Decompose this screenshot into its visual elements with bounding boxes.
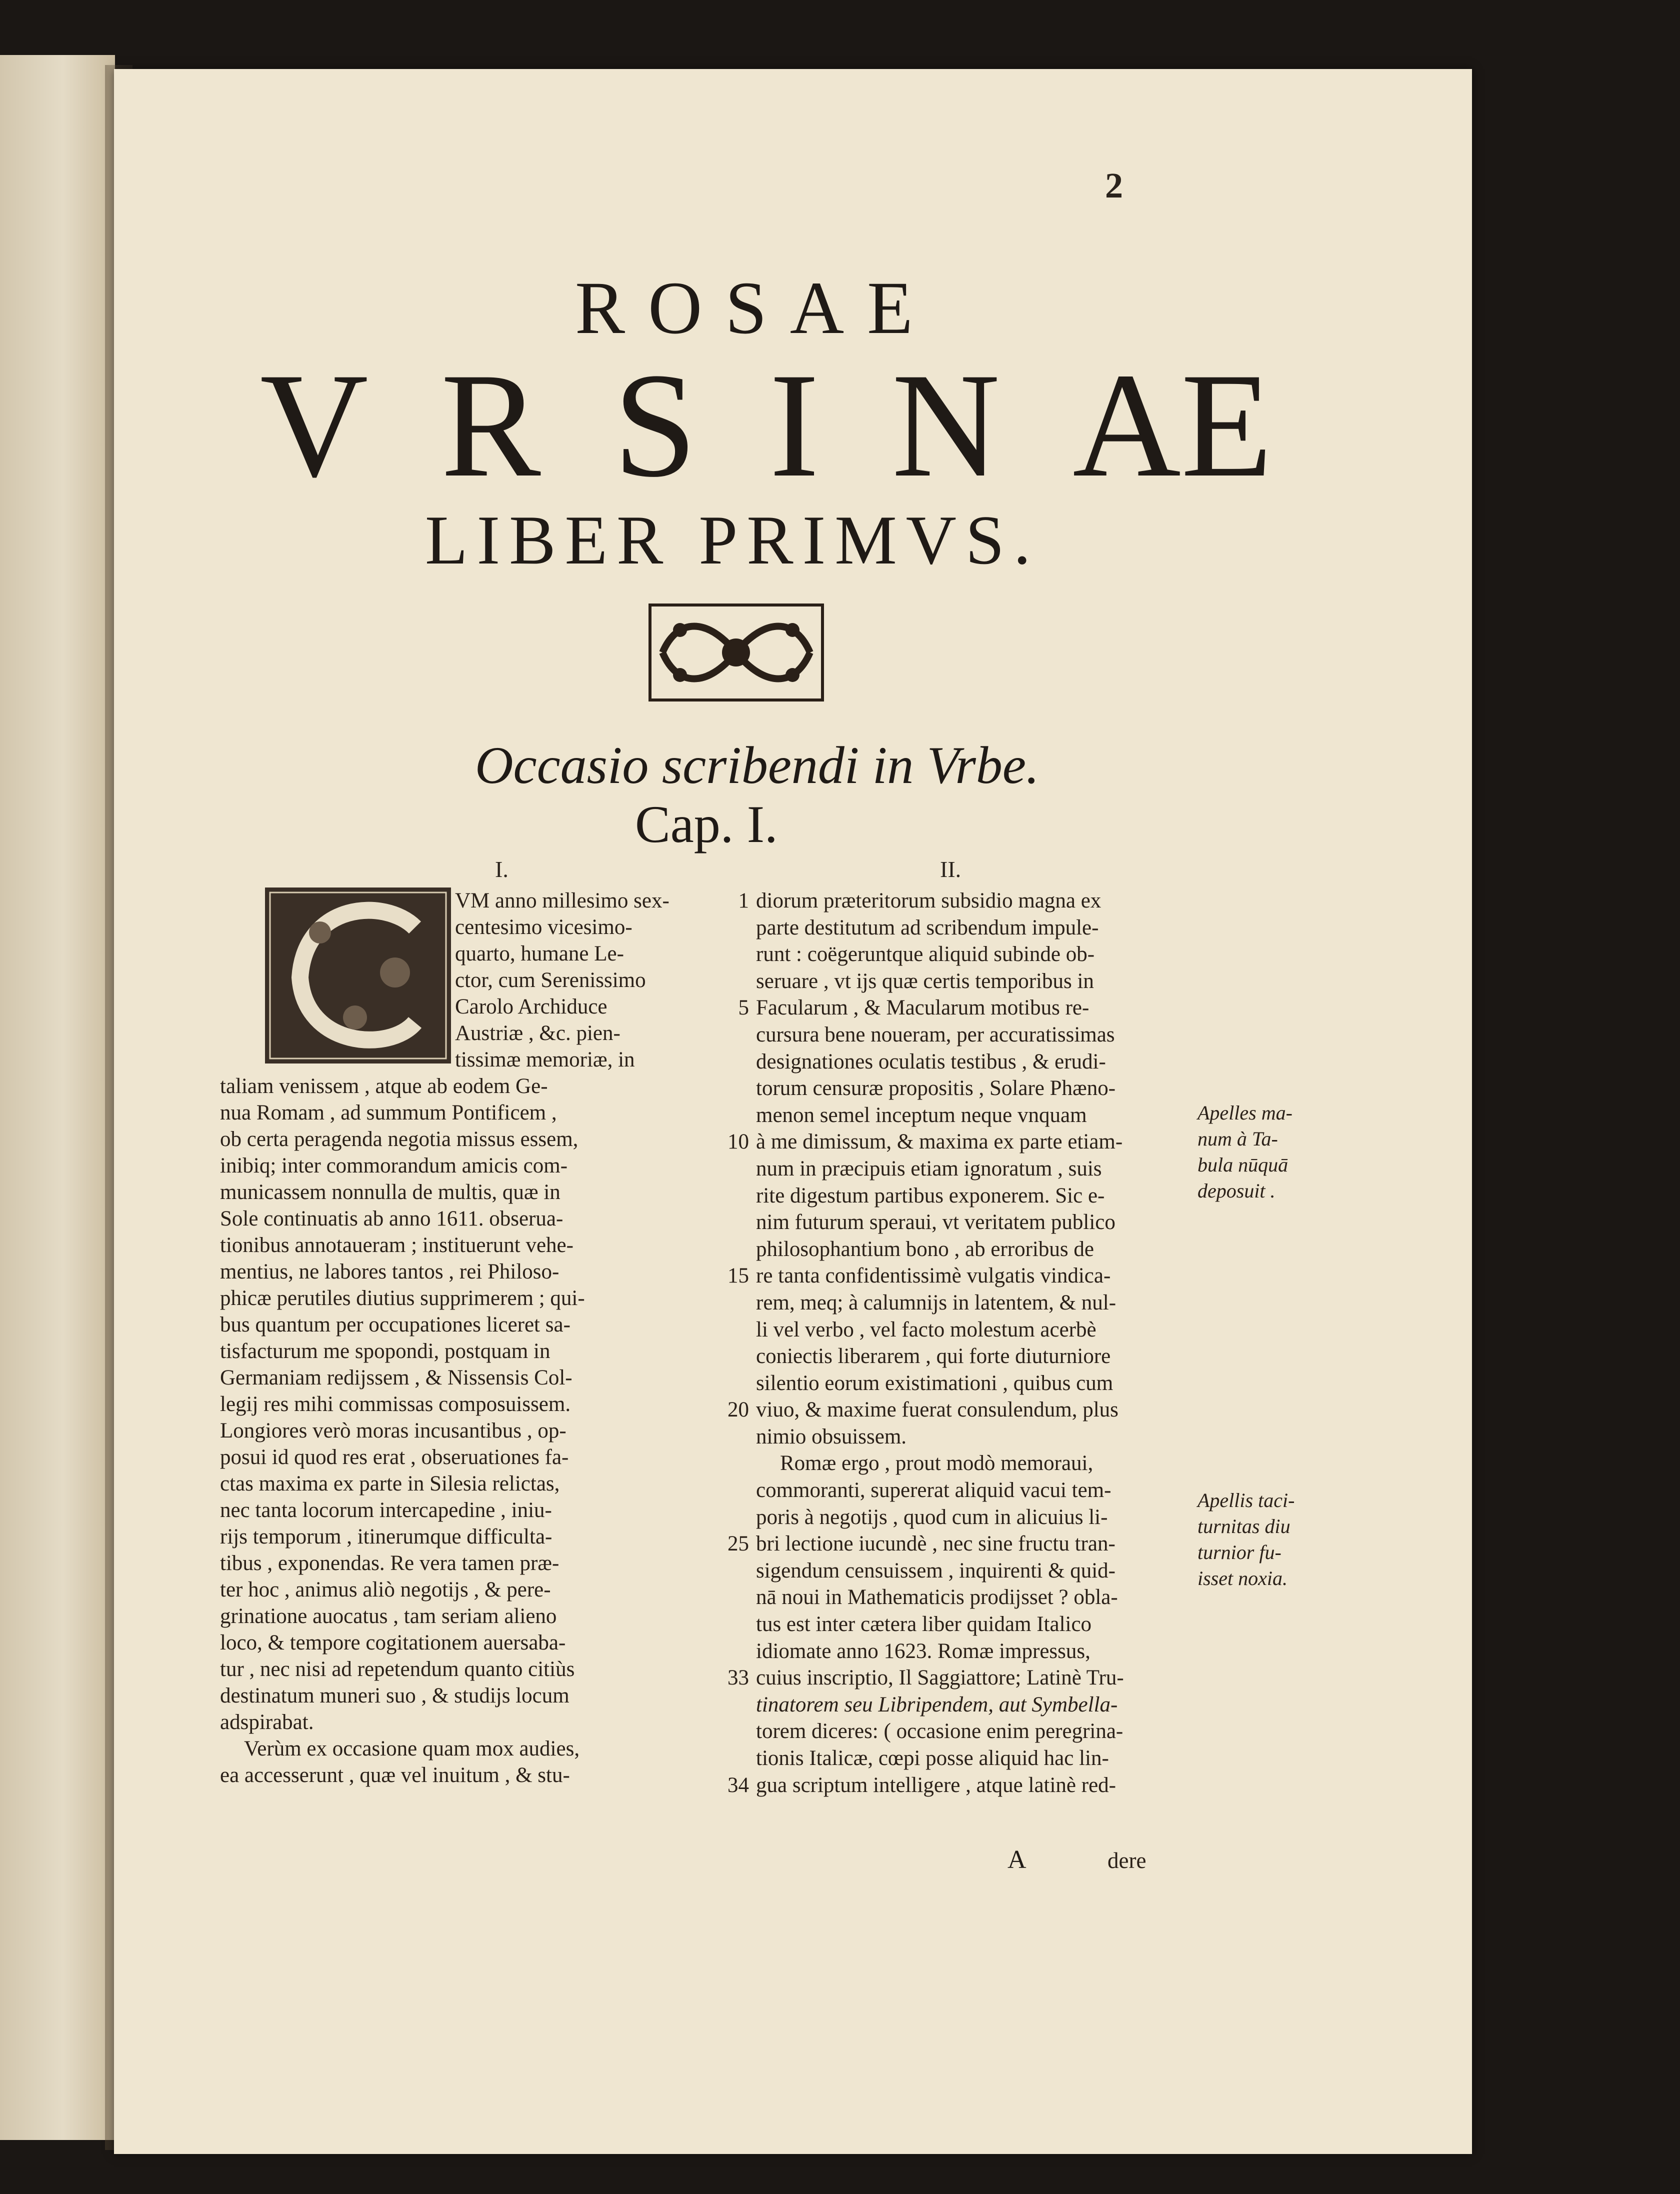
text-line: tus est inter cætera liber quidam Italico	[756, 1612, 1092, 1636]
title-line-ursinae	[260, 342, 1273, 508]
left-column-mark: I.	[495, 856, 508, 882]
line-number	[709, 1236, 749, 1263]
marginal-note-2	[1198, 1488, 1348, 1592]
marginal-line: turnitas diu	[1198, 1515, 1290, 1538]
text-line: cursura bene noueram, per accuratissimas	[756, 1022, 1115, 1046]
line-number	[709, 1209, 749, 1236]
text-line: Facularum , & Macularum motibus re-	[756, 996, 1090, 1020]
left-column-text	[220, 888, 724, 1788]
line-number	[709, 1584, 749, 1611]
text-line: nim futurum speraui, vt veritatem publico	[756, 1210, 1116, 1234]
line-number	[709, 914, 749, 942]
text-line: Romæ ergo , prout modò memoraui,	[780, 1452, 1094, 1476]
text-line: rite digestum partibus exponerem. Sic e-	[756, 1184, 1105, 1208]
marginal-line: isset noxia.	[1198, 1567, 1288, 1590]
title-letter: N	[892, 342, 1000, 508]
text-line: loco, & tempore cogitationem auersaba-	[220, 1631, 566, 1654]
line-number: 15	[728, 1264, 749, 1288]
right-column-mark: II.	[940, 856, 962, 882]
text-line: tur , nec nisi ad repetendum quanto citiùs	[220, 1658, 575, 1681]
line-number: 20	[728, 1398, 749, 1422]
text-line: ctor, cum Serenissimo	[455, 968, 646, 992]
text-line: VM anno millesimo sex-	[455, 889, 670, 912]
line-number: 25	[728, 1532, 749, 1556]
line-number: 1	[738, 889, 749, 912]
text-line: torem diceres: ( occasione enim peregrina-	[756, 1720, 1124, 1744]
text-line: ter hoc , animus aliò negotijs , & pere-	[220, 1578, 551, 1602]
line-number	[709, 1102, 749, 1129]
line-number	[709, 1156, 749, 1182]
text-line: tibus , exponendas. Re vera tamen præ-	[220, 1552, 560, 1575]
text-line: silentio eorum existimationi , quibus cum	[756, 1371, 1114, 1395]
line-number	[709, 1343, 749, 1370]
text-line: cuius inscriptio, Il Saggiattore; Latinè Tru-	[756, 1666, 1124, 1690]
page-number: 2	[1105, 166, 1123, 206]
text-line: ea accesserunt , quæ vel inuitum , & stu-	[220, 1764, 570, 1787]
marginal-line: Apellis taci-	[1198, 1489, 1295, 1512]
text-line: Verùm ex occasione quam mox audies,	[244, 1737, 580, 1760]
text-line: Sole continuatis ab anno 1611. obserua-	[220, 1207, 564, 1230]
title-line-rosae: ROSAE	[575, 266, 936, 350]
text-line: runt : coëgeruntque aliquid subinde ob-	[756, 942, 1095, 966]
text-line: num in præcipuis etiam ignoratum , suis	[756, 1156, 1102, 1180]
text-line: tisfacturum me spopondi, postquam in	[220, 1340, 550, 1363]
marginal-line: num à Ta-	[1198, 1128, 1278, 1150]
text-line: phicæ perutiles diutius supprimerem ; qui-	[220, 1286, 585, 1310]
text-line: quarto, humane Le-	[455, 942, 624, 966]
chapter-heading: Occasio scribendi in Vrbe.	[475, 736, 1040, 794]
line-number	[709, 1504, 749, 1531]
marginal-line: bula nūquā	[1198, 1154, 1288, 1176]
line-number	[709, 1558, 749, 1584]
line-number: 5	[738, 996, 749, 1020]
title-letter: S	[613, 342, 697, 508]
text-line: nā noui in Mathematicis prodijsset ? obla-	[756, 1586, 1118, 1610]
line-number	[709, 1022, 749, 1048]
line-number	[709, 1718, 749, 1745]
marginal-line: deposuit .	[1198, 1180, 1276, 1202]
text-line: taliam venissem , atque ab eodem Ge-	[220, 1074, 548, 1098]
left-page-edge	[0, 55, 115, 2140]
text-line: Austriæ , &c. pien-	[455, 1022, 620, 1045]
text-line: adspirabat.	[220, 1710, 314, 1734]
text-line: tinatorem seu Libripendem, aut Symbella-	[756, 1692, 1118, 1716]
text-line: bri lectione iucundè , nec sine fructu tran-	[756, 1532, 1116, 1556]
text-line: re tanta confidentissimè vulgatis vindica-	[756, 1264, 1111, 1288]
line-number: 34	[728, 1773, 749, 1797]
text-line: centesimo vicesimo-	[455, 916, 632, 939]
text-line: philosophantium bono , ab erroribus de	[756, 1237, 1094, 1261]
text-line: nimio obsuissem.	[756, 1424, 907, 1448]
text-line: tionis Italicæ, cœpi posse aliquid hac lin-	[756, 1746, 1109, 1770]
text-line: torum censuræ propositis , Solare Phæno-	[756, 1076, 1116, 1100]
line-number	[709, 1370, 749, 1397]
right-column-text	[756, 888, 1186, 1798]
chapter-number: Cap. I.	[635, 795, 778, 854]
text-line: mentius, ne labores tantos , rei Philoso-	[220, 1260, 560, 1284]
text-line: rijs temporum , itinerumque difficulta-	[220, 1525, 552, 1548]
line-number	[709, 1290, 749, 1316]
line-number	[709, 941, 749, 968]
text-line: ctas maxima ex parte in Silesia relictas,	[220, 1472, 560, 1496]
text-line: tionibus annotaueram ; instituerunt vehe-	[220, 1234, 574, 1257]
signature-mark: A	[1008, 1846, 1026, 1874]
text-line: legij res mihi commissas composuissem.	[220, 1392, 571, 1416]
text-line: diorum præteritorum subsidio magna ex	[756, 889, 1102, 912]
title-letter: I	[769, 342, 820, 508]
line-number	[709, 1316, 749, 1344]
line-number	[709, 1182, 749, 1210]
text-line: viuo, & maxime fuerat consulendum, plus	[756, 1398, 1118, 1422]
line-number	[709, 1638, 749, 1665]
line-number	[709, 1075, 749, 1102]
text-line: posui id quod res erat , obseruationes fa-	[220, 1446, 569, 1469]
text-line: nua Romam , ad summum Pontificem ,	[220, 1101, 557, 1124]
ornament-icon	[648, 602, 825, 702]
text-line: rem, meq; à calumnijs in latentem, & nul-	[756, 1290, 1116, 1314]
text-line: nec tanta locorum intercapedine , iniu-	[220, 1498, 552, 1522]
text-line: sigendum censuissem , inquirenti & quid-	[756, 1558, 1116, 1582]
text-line: gua scriptum intelligere , atque latinè red-	[756, 1773, 1116, 1797]
line-number	[709, 1611, 749, 1638]
text-line: Germaniam redijssem , & Nissensis Col-	[220, 1366, 572, 1390]
line-number	[709, 1048, 749, 1076]
text-line: grinatione auocatus , tam seriam alieno	[220, 1604, 557, 1628]
text-line: idiomate anno 1623. Romæ impressus,	[756, 1639, 1090, 1663]
text-line: designationes oculatis testibus , & erudi-	[756, 1050, 1106, 1074]
catchword: dere	[1108, 1848, 1146, 1873]
title-line-liber-primus: LIBER PRIMVS.	[425, 502, 1040, 579]
text-line: tissimæ memoriæ, in	[455, 1048, 635, 1072]
line-number	[709, 1424, 749, 1450]
line-number	[709, 968, 749, 995]
text-line: inibiq; inter commorandum amicis com-	[220, 1154, 568, 1178]
line-number	[709, 1692, 749, 1718]
title-letter: V	[260, 342, 368, 508]
text-line: Carolo Archiduce	[455, 995, 608, 1018]
text-line: commoranti, supererat aliquid vacui tem-	[756, 1478, 1112, 1502]
text-line: municassem nonnulla de multis, quæ in	[220, 1180, 560, 1204]
line-number: 33	[728, 1666, 749, 1690]
marginal-line: Apelles ma-	[1198, 1102, 1292, 1124]
line-number	[709, 1745, 749, 1772]
marginal-note-1	[1198, 1100, 1348, 1204]
text-line: ob certa peragenda negotia missus essem,	[220, 1128, 578, 1151]
text-line: bus quantum per occupationes liceret sa-	[220, 1313, 570, 1336]
marginal-line: turnior fu-	[1198, 1541, 1282, 1564]
text-line: destinatum muneri suo , & studijs locum	[220, 1684, 570, 1708]
text-line: coniectis liberarem , qui forte diuturniore	[756, 1344, 1111, 1368]
text-line: à me dimissum, & maxima ex parte etiam-	[756, 1130, 1123, 1154]
title-letter: AE	[1072, 342, 1273, 508]
text-line: li vel verbo , vel facto molestum acerbè	[756, 1318, 1096, 1342]
line-numbers	[709, 888, 749, 1798]
title-letter: R	[440, 342, 541, 508]
text-line: poris à negotijs , quod cum in alicuius li-	[756, 1505, 1108, 1529]
line-number	[709, 1477, 749, 1504]
text-line: menon semel inceptum neque vnquam	[756, 1103, 1087, 1127]
text-line: parte destitutum ad scribendum impule-	[756, 916, 1099, 940]
text-line: seruare , vt ijs quæ certis temporibus in	[756, 969, 1094, 993]
text-line: Longiores verò moras incusantibus , op-	[220, 1419, 566, 1442]
line-number	[709, 1450, 749, 1477]
line-number: 10	[728, 1130, 749, 1154]
